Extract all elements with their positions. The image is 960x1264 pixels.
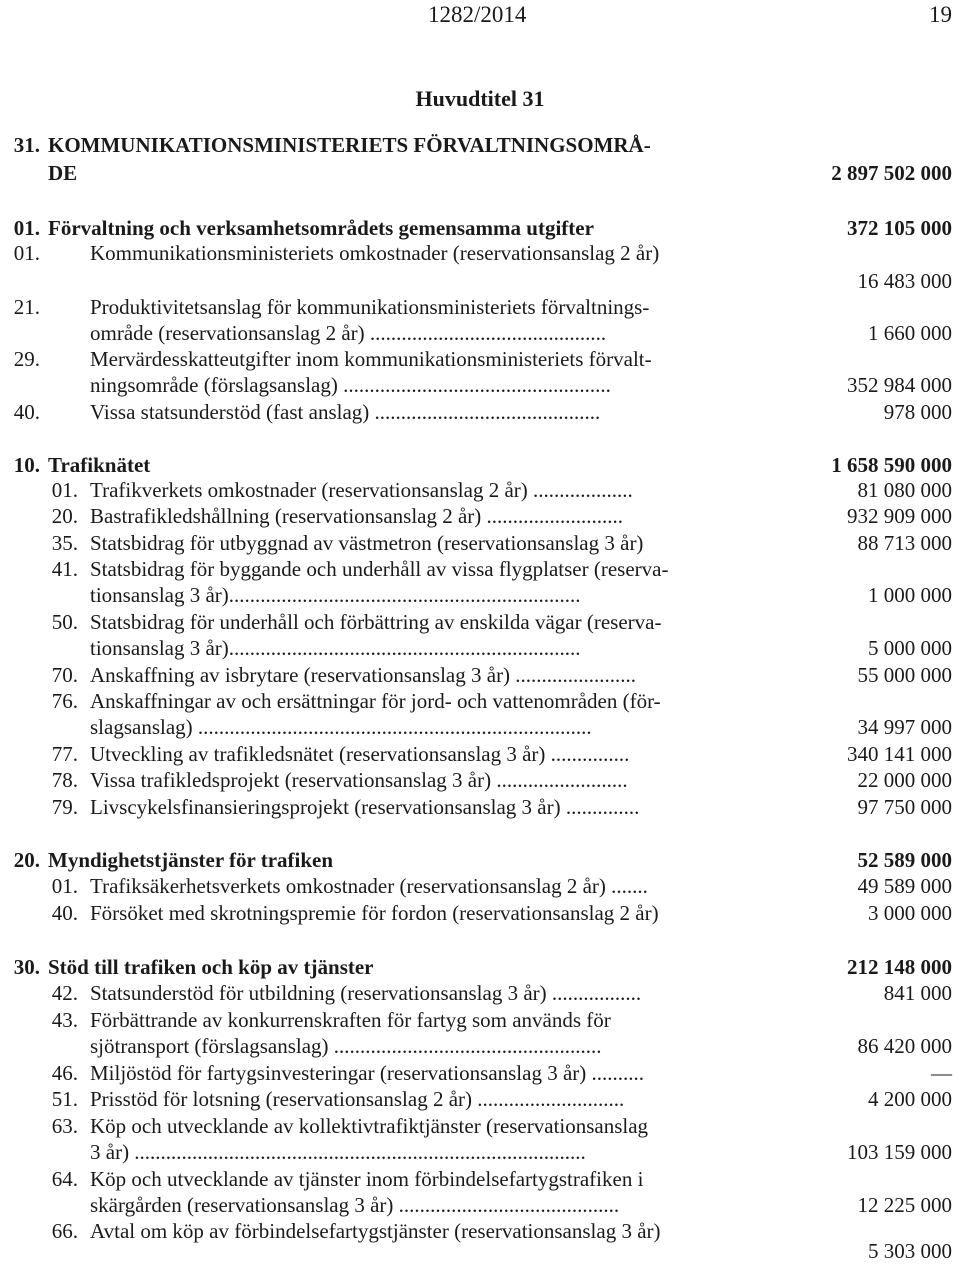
item-amount: 86 420 000 (857, 1034, 952, 1058)
budget-item-continued (0, 714, 960, 740)
item-amount: 103 159 000 (847, 1140, 952, 1164)
page-number: 19 (929, 2, 952, 27)
section-title: Förvaltning och verksamhetsområdets gemensamma utgifter (48, 216, 594, 240)
item-text: Avtal om köp av förbindelsefartygstjänster (reservationsanslag 3 år) (90, 1219, 661, 1243)
budget-item (0, 346, 960, 372)
item-number: 77. (51, 742, 78, 766)
budget-item (0, 900, 960, 926)
item-number: 01. (13, 241, 40, 265)
item-text: Statsbidrag för byggande och underhåll av vissa flygplatser (reserva- (90, 557, 669, 581)
item-text: Vissa statsunderstöd (fast anslag) ........................................... (90, 400, 601, 424)
budget-item (0, 767, 960, 793)
section-heading (0, 954, 960, 980)
section-title: Stöd till trafiken och köp av tjänster (48, 955, 374, 979)
section-amount: 52 589 000 (857, 848, 952, 872)
budget-item-continued (0, 582, 960, 608)
section-number: 30. (13, 955, 40, 979)
item-amount: 5 000 000 (868, 636, 952, 660)
item-text: Prisstöd för lotsning (reservationsanslag 2 år) ............................ (90, 1087, 625, 1111)
item-text: Statsbidrag för utbyggnad av västmetron (reservationsanslag 3 år) (90, 531, 644, 555)
item-number: 78. (51, 768, 78, 792)
budget-item (0, 1086, 960, 1112)
item-amount: 841 000 (883, 981, 952, 1005)
item-amount: 22 000 000 (857, 768, 952, 792)
main-title-row (0, 132, 960, 158)
item-text-continued: tionsanslag 3 år)................................................................... (90, 636, 581, 660)
item-text: Kommunikationsministeriets omkostnader (reservationsanslag 2 år) (90, 241, 660, 265)
item-amount: 97 750 000 (857, 795, 952, 819)
document-number: 1282/2014 (428, 2, 527, 27)
main-number: 31. (13, 133, 40, 157)
section-number: 01. (13, 216, 40, 240)
main-title-line1: KOMMUNIKATIONSMINISTERIETS FÖRVALTNINGSOMRÅ- (48, 133, 651, 157)
section-amount: 1 658 590 000 (831, 453, 952, 477)
budget-item (0, 1113, 960, 1139)
item-text: Trafikverkets omkostnader (reservationsanslag 2 år) ................... (90, 478, 633, 502)
section-heading (0, 215, 960, 241)
budget-item (0, 1166, 960, 1192)
item-text: Anskaffning av isbrytare (reservationsanslag 3 år) ....................... (90, 663, 637, 687)
budget-item-amount-row (0, 268, 960, 294)
item-number: 79. (51, 795, 78, 819)
item-amount: 1 660 000 (868, 321, 952, 345)
item-number: 64. (51, 1167, 78, 1191)
item-text: Försöket med skrotningspremie för fordon (reservationsanslag 2 år) (90, 901, 659, 925)
item-number: 63. (51, 1114, 78, 1138)
budget-item (0, 688, 960, 714)
section-amount: 212 148 000 (847, 955, 952, 979)
item-number: 21. (13, 295, 40, 319)
item-amount: 81 080 000 (857, 478, 952, 502)
budget-item (0, 530, 960, 556)
item-text-continued: 3 år) ...................................................................................... (90, 1140, 586, 1164)
item-number: 40. (51, 901, 78, 925)
budget-item (0, 240, 960, 266)
budget-item (0, 556, 960, 582)
item-number: 46. (51, 1061, 78, 1085)
budget-item-continued (0, 320, 960, 346)
item-text: Utveckling av trafikledsnätet (reservationsanslag 3 år) ............... (90, 742, 630, 766)
section-heading (0, 452, 960, 478)
item-amount: 3 000 000 (868, 901, 952, 925)
item-text-continued: skärgården (reservationsanslag 3 år) .......................................... (90, 1193, 620, 1217)
item-text-continued: slagsanslag) ........................................................................... (90, 715, 592, 739)
item-number: 40. (13, 400, 40, 424)
item-number: 70. (51, 663, 78, 687)
item-text: Köp och utvecklande av tjänster inom förbindelsefartygstrafiken i (90, 1167, 644, 1191)
budget-item (0, 609, 960, 635)
item-number: 51. (51, 1087, 78, 1111)
item-amount: 16 483 000 (857, 269, 952, 293)
page-title: Huvudtitel 31 (415, 86, 545, 111)
main-title-line2: DE (48, 161, 78, 185)
budget-item (0, 1060, 960, 1086)
budget-item (0, 662, 960, 688)
item-text-continued: ningsområde (förslagsanslag) ................................................... (90, 373, 611, 397)
item-number: 35. (51, 531, 78, 555)
budget-item-continued (0, 1139, 960, 1165)
budget-item (0, 294, 960, 320)
section-number: 10. (13, 453, 40, 477)
budget-item-continued (0, 1192, 960, 1218)
item-amount: 12 225 000 (857, 1193, 952, 1217)
item-text: Produktivitetsanslag för kommunikationsministeriets förvaltnings- (90, 295, 650, 319)
item-amount: 4 200 000 (868, 1087, 952, 1111)
budget-item (0, 794, 960, 820)
item-amount: 88 713 000 (857, 531, 952, 555)
item-number: 76. (51, 689, 78, 713)
item-text: Mervärdesskatteutgifter inom kommunikationsministeriets förvalt- (90, 347, 652, 371)
budget-item-continued (0, 1033, 960, 1059)
item-number: 43. (51, 1008, 78, 1032)
budget-item-continued (0, 635, 960, 661)
budget-item (0, 477, 960, 503)
item-amount-dash: — (931, 1061, 952, 1085)
item-number: 20. (51, 504, 78, 528)
section-title: Trafiknätet (48, 453, 151, 477)
item-number: 01. (51, 874, 78, 898)
item-text: Trafiksäkerhetsverkets omkostnader (reservationsanslag 2 år) ....... (90, 874, 648, 898)
budget-item (0, 399, 960, 425)
item-text: Bastrafikledshållning (reservationsanslag 2 år) .......................... (90, 504, 624, 528)
section-title: Myndighetstjänster för trafiken (48, 848, 334, 872)
item-amount: 340 141 000 (847, 742, 952, 766)
item-number: 01. (51, 478, 78, 502)
item-number: 42. (51, 981, 78, 1005)
main-amount: 2 897 502 000 (831, 161, 952, 185)
budget-item (0, 1007, 960, 1033)
budget-item (0, 980, 960, 1006)
item-text-continued: område (reservationsanslag 2 år) ............................................. (90, 321, 607, 345)
item-amount: 55 000 000 (857, 663, 952, 687)
item-text: Förbättrande av konkurrenskraften för fartyg som används för (90, 1008, 611, 1032)
section-amount: 372 105 000 (847, 216, 952, 240)
item-number: 41. (51, 557, 78, 581)
item-number: 29. (13, 347, 40, 371)
main-title-row-2 (0, 160, 960, 186)
item-text-continued: tionsanslag 3 år)................................................................... (90, 583, 581, 607)
budget-item-amount-row (0, 1238, 960, 1264)
item-text: Statsunderstöd för utbildning (reservationsanslag 3 år) ................. (90, 981, 642, 1005)
item-number: 66. (51, 1219, 78, 1243)
item-text: Miljöstöd för fartygsinvesteringar (reservationsanslag 3 år) .......... (90, 1061, 645, 1085)
budget-item (0, 503, 960, 529)
item-amount: 978 000 (883, 400, 952, 424)
budget-item (0, 741, 960, 767)
item-amount: 5 303 000 (868, 1239, 952, 1263)
section-number: 20. (13, 848, 40, 872)
item-text: Vissa trafikledsprojekt (reservationsanslag 3 år) ......................... (90, 768, 628, 792)
item-text: Köp och utvecklande av kollektivtrafiktjänster (reservationsanslag (90, 1114, 649, 1138)
item-text-continued: sjötransport (förslagsanslag) ................................................... (90, 1034, 602, 1058)
item-amount: 352 984 000 (847, 373, 952, 397)
item-amount: 1 000 000 (868, 583, 952, 607)
item-text: Livscykelsfinansieringsprojekt (reservationsanslag 3 år) .............. (90, 795, 640, 819)
item-text: Statsbidrag för underhåll och förbättring av enskilda vägar (reserva- (90, 610, 662, 634)
item-amount: 34 997 000 (857, 715, 952, 739)
budget-item-continued (0, 372, 960, 398)
section-heading (0, 847, 960, 873)
item-number: 50. (51, 610, 78, 634)
item-text: Anskaffningar av och ersättningar för jord- och vattenområden (för- (90, 689, 661, 713)
budget-item (0, 873, 960, 899)
item-amount: 932 909 000 (847, 504, 952, 528)
item-amount: 49 589 000 (857, 874, 952, 898)
